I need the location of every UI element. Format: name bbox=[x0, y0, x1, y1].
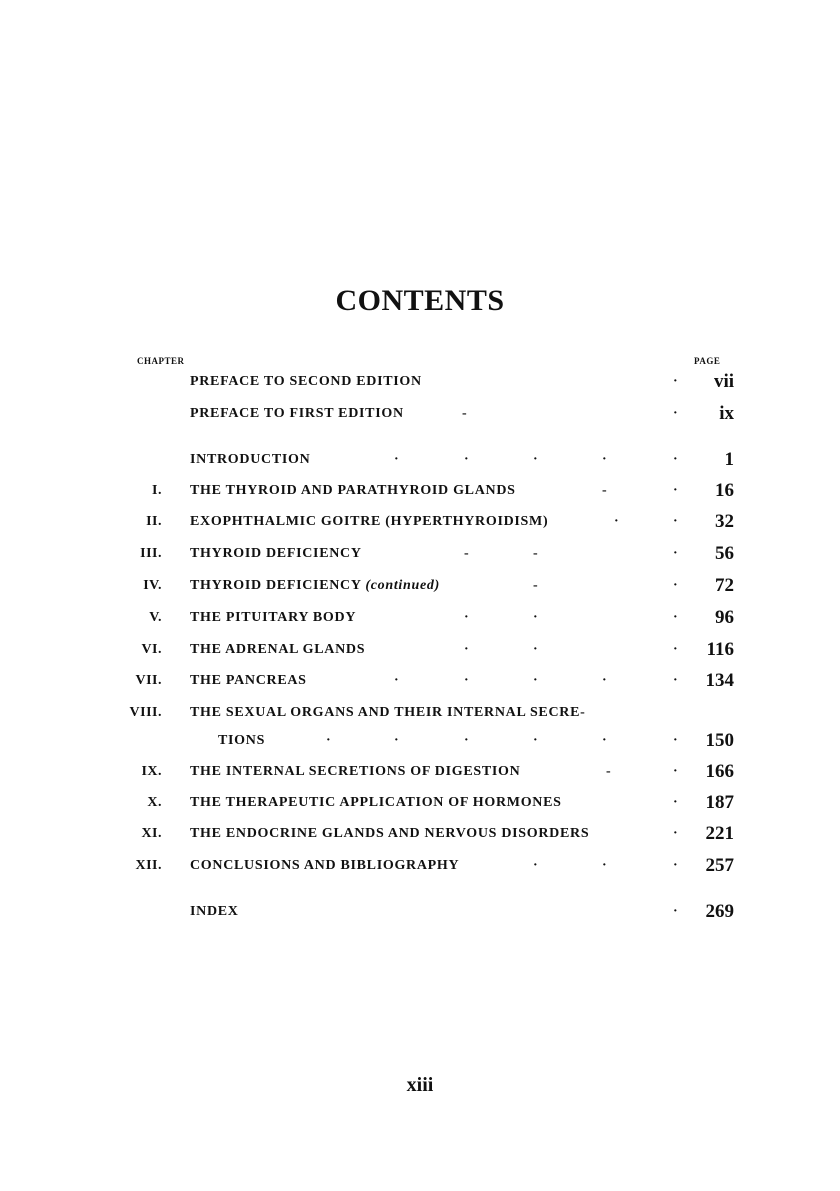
chapter-number: VI. bbox=[141, 642, 162, 657]
leader-dot: · bbox=[673, 452, 678, 467]
leader-dot: · bbox=[602, 858, 607, 873]
entry-page: 1 bbox=[724, 449, 734, 470]
chapter-number: XI. bbox=[141, 826, 162, 841]
leader-dot: · bbox=[673, 374, 678, 389]
chapter-number: I. bbox=[152, 483, 162, 498]
page-title: CONTENTS bbox=[335, 284, 505, 317]
toc-entry-chapter-2 bbox=[0, 511, 840, 539]
leader-dot: · bbox=[394, 452, 399, 467]
leader-dot: · bbox=[464, 673, 469, 688]
leader-dot: · bbox=[673, 642, 678, 657]
leader-dot: · bbox=[673, 826, 678, 841]
toc-entry-chapter-12 bbox=[0, 855, 840, 883]
leader-dot: - bbox=[464, 546, 469, 561]
toc-entry-chapter-6 bbox=[0, 639, 840, 667]
entry-page: 96 bbox=[715, 607, 734, 628]
entry-title: THYROID DEFICIENCY bbox=[190, 546, 362, 561]
entry-page: 166 bbox=[705, 761, 734, 782]
toc-entry-introduction bbox=[0, 449, 840, 477]
entry-title: TIONS bbox=[218, 733, 266, 748]
toc-entry-chapter-8 bbox=[0, 702, 840, 730]
leader-dot: · bbox=[673, 514, 678, 529]
leader-dot: - bbox=[533, 578, 538, 593]
leader-dot: · bbox=[533, 733, 538, 748]
entry-title: THYROID DEFICIENCY (continued) bbox=[190, 578, 440, 593]
leader-dot: · bbox=[673, 673, 678, 688]
chapter-number: IX. bbox=[141, 764, 162, 779]
entry-title: THE THYROID AND PARATHYROID GLANDS bbox=[190, 483, 516, 498]
entry-page: 150 bbox=[705, 730, 734, 751]
toc-entry-preface-second bbox=[0, 371, 840, 399]
toc-entry-preface-first bbox=[0, 403, 840, 431]
entry-page: 116 bbox=[706, 639, 734, 660]
leader-dot: · bbox=[394, 733, 399, 748]
entry-page: 221 bbox=[705, 823, 734, 844]
entry-title-suffix: (continued) bbox=[365, 578, 440, 593]
leader-dot: · bbox=[533, 858, 538, 873]
chapter-number: II. bbox=[146, 514, 162, 529]
entry-title: INTRODUCTION bbox=[190, 452, 311, 467]
entry-title: THE INTERNAL SECRETIONS OF DIGESTION bbox=[190, 764, 521, 779]
leader-dot: · bbox=[673, 858, 678, 873]
chapter-number: VIII. bbox=[129, 705, 162, 720]
leader-dot: · bbox=[673, 795, 678, 810]
entry-title: THE THERAPEUTIC APPLICATION OF HORMONES bbox=[190, 795, 562, 810]
entry-page: 32 bbox=[715, 511, 734, 532]
leader-dot: · bbox=[602, 673, 607, 688]
leader-dot: · bbox=[673, 610, 678, 625]
chapter-number: VII. bbox=[135, 673, 162, 688]
leader-dot: · bbox=[673, 904, 678, 919]
entry-page: 257 bbox=[705, 855, 734, 876]
leader-dot: - bbox=[462, 406, 467, 421]
entry-title: PREFACE TO FIRST EDITION bbox=[190, 406, 404, 421]
leader-dot: · bbox=[394, 673, 399, 688]
chapter-number: V. bbox=[149, 610, 162, 625]
chapter-number: X. bbox=[147, 795, 162, 810]
leader-dot: · bbox=[533, 673, 538, 688]
toc-entry-chapter-1 bbox=[0, 480, 840, 508]
leader-dot: · bbox=[326, 733, 331, 748]
entry-page: 56 bbox=[715, 543, 734, 564]
leader-dot: · bbox=[673, 406, 678, 421]
entry-title: THE ENDOCRINE GLANDS AND NERVOUS DISORDERS bbox=[190, 826, 590, 841]
chapter-number: IV. bbox=[143, 578, 162, 593]
page-number: xiii bbox=[406, 1074, 434, 1096]
leader-dot: - bbox=[533, 546, 538, 561]
leader-dot: - bbox=[606, 764, 611, 779]
entry-title: INDEX bbox=[190, 904, 239, 919]
entry-title: THE PANCREAS bbox=[190, 673, 307, 688]
entry-page: 72 bbox=[715, 575, 734, 596]
leader-dot: · bbox=[464, 452, 469, 467]
leader-dot: · bbox=[602, 733, 607, 748]
entry-title: THE SEXUAL ORGANS AND THEIR INTERNAL SECRE- bbox=[190, 705, 586, 720]
leader-dot: · bbox=[464, 733, 469, 748]
chapter-column-header: CHAPTER bbox=[137, 356, 185, 366]
leader-dot: · bbox=[602, 452, 607, 467]
chapter-number: XII. bbox=[135, 858, 162, 873]
leader-dot: · bbox=[533, 610, 538, 625]
leader-dot: · bbox=[673, 764, 678, 779]
entry-page: vii bbox=[713, 371, 734, 392]
toc-entry-chapter-10 bbox=[0, 792, 840, 820]
toc-entry-chapter-7 bbox=[0, 670, 840, 698]
entry-page: 134 bbox=[705, 670, 734, 691]
entry-title: CONCLUSIONS AND BIBLIOGRAPHY bbox=[190, 858, 460, 873]
toc-entry-chapter-3 bbox=[0, 543, 840, 571]
leader-dot: - bbox=[602, 483, 607, 498]
leader-dot: · bbox=[673, 483, 678, 498]
leader-dot: · bbox=[464, 642, 469, 657]
leader-dot: · bbox=[464, 610, 469, 625]
leader-dot: · bbox=[533, 452, 538, 467]
leader-dot: · bbox=[673, 733, 678, 748]
page-column-header: PAGE bbox=[694, 356, 721, 366]
leader-dot: · bbox=[673, 546, 678, 561]
toc-entry-chapter-8-continued bbox=[0, 730, 840, 758]
entry-page: 187 bbox=[705, 792, 734, 813]
leader-dot: · bbox=[614, 514, 619, 529]
leader-dot: · bbox=[533, 642, 538, 657]
entry-page: 269 bbox=[705, 901, 734, 922]
toc-entry-chapter-4 bbox=[0, 575, 840, 603]
toc-entry-chapter-5 bbox=[0, 607, 840, 635]
toc-entry-chapter-11 bbox=[0, 823, 840, 851]
toc-entry-chapter-9 bbox=[0, 761, 840, 789]
leader-dot: · bbox=[673, 578, 678, 593]
entry-title: THE ADRENAL GLANDS bbox=[190, 642, 366, 657]
entry-page: 16 bbox=[715, 480, 734, 501]
entry-title: EXOPHTHALMIC GOITRE (HYPERTHYROIDISM) bbox=[190, 514, 549, 529]
entry-page: ix bbox=[719, 403, 734, 424]
entry-title: PREFACE TO SECOND EDITION bbox=[190, 374, 422, 389]
entry-title: THE PITUITARY BODY bbox=[190, 610, 357, 625]
chapter-number: III. bbox=[140, 546, 162, 561]
toc-entry-index bbox=[0, 901, 840, 929]
